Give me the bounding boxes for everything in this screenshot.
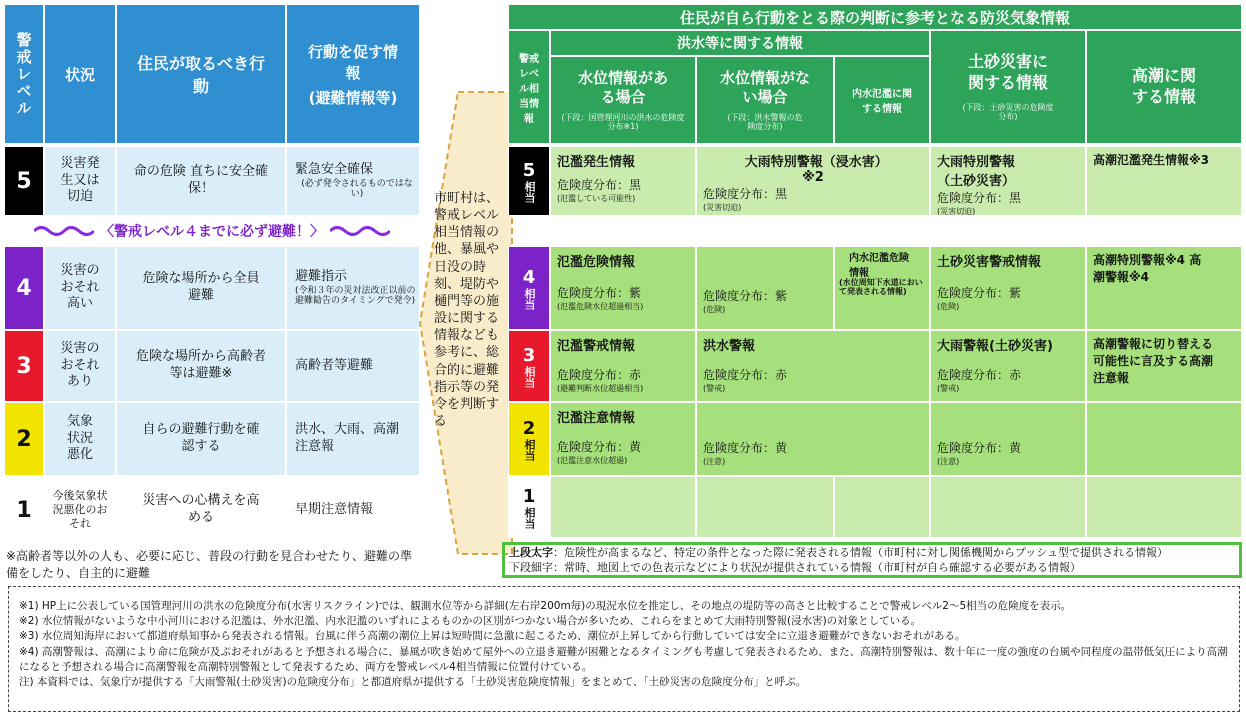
landslide-header: 土砂災害に関する情報 (下段：土砂災害の危険度分布) <box>930 30 1086 144</box>
right-level-4: 4 相当 <box>508 246 550 330</box>
footnote-4: ※4) 高潮警報は、高潮により命に危険が及ぶおそれがあると予想される場合に、暴風が吹き始めて屋外への立退き避難が困難となるタイミングも考慮して発表されるため、また、高潮特別警報は、数十年に一度の強度の台風や同程度の温帯低気圧により高潮になると予想される場合に高潮警報を高潮特別警報として発表するため、両方を警戒レベル4相当情報に位置付けている。 <box>19 645 1228 673</box>
r3-water-yes: 氾濫警戒情報 危険度分布：赤 (避難判断水位超過相当) <box>550 330 696 402</box>
wave-right-icon <box>330 224 390 238</box>
right-title: 住民が自ら行動をとる際の判断に参考となる防災気象情報 <box>508 4 1242 30</box>
r2-water-no: 危険度分布：黄 (注意) <box>696 402 930 476</box>
evacuation-banner: 〈警戒レベル４までに必ず避難！〉 <box>4 218 420 244</box>
r4-water-no: 危険度分布：紫 (危険) <box>696 246 834 330</box>
action-5: 命の危険 直ちに安全確保！ <box>116 146 286 216</box>
r1-water-yes <box>550 476 696 538</box>
r4-inland: 内水氾濫危険情報 (水位周知下水道において発表される情報) <box>834 246 930 330</box>
r1-water-no <box>696 476 834 538</box>
level-2-badge: 2 <box>4 402 44 476</box>
level-3-badge: 3 <box>4 330 44 402</box>
right-level-1: 1 相当 <box>508 476 550 538</box>
footnotes-box <box>8 586 1240 712</box>
right-level-3: 3 相当 <box>508 330 550 402</box>
header-level: 警戒レベル <box>4 4 44 144</box>
level-1-badge: 1 <box>4 476 44 544</box>
tide-header: 高潮に関する情報 <box>1086 30 1242 144</box>
right-level-2: 2 相当 <box>508 402 550 476</box>
footnote-3: ※3) 水位周知海岸において都道府県知事から発表される情報。台風に伴う高潮の潮位上昇は短時間に急激に起こるため、潮位が上昇してから行動していては安全に立退き避難ができないおそれがある。 <box>19 630 966 643</box>
info-2: 洪水、大雨、高潮注意報 <box>286 402 420 476</box>
situation-1: 今後気象状況悪化のおそれ <box>44 476 116 544</box>
footnote-1: ※1) HP上に公表している国管理河川の洪水の危険度分布(水害リスクライン)では、観測水位等から詳細(左右岸200m毎)の現況水位を推定し、その地点の堤防等の高さと比較することで警戒レベル2〜5相当の危険度を表示。 <box>19 600 1072 612</box>
info-3: 高齢者等避難 <box>286 330 420 402</box>
r5-water-no: 大雨特別警報（浸水害）※2 危険度分布：黒 (災害切迫) <box>696 146 930 216</box>
r1-tide <box>1086 476 1242 538</box>
situation-4: 災害のおそれ高い <box>44 246 116 330</box>
r4-landslide: 土砂災害警戒情報 危険度分布：紫 (危険) <box>930 246 1086 330</box>
situation-2: 気象状況悪化 <box>44 402 116 476</box>
wave-left-icon <box>34 224 94 238</box>
legend-bottom: 下段細字：常時、地図上での色表示などにより状況が提供されている情報（市町村が自ら確認する必要がある情報） <box>509 560 1081 574</box>
header-action: 住民が取るべき行動 <box>116 4 286 144</box>
r4-tide: 高潮特別警報※4 高潮警報※4 <box>1086 246 1242 330</box>
action-1: 災害への心構えを高める <box>116 476 286 544</box>
flood-group-header: 洪水等に関する情報 <box>550 30 930 56</box>
info-1: 早期注意情報 <box>286 476 420 544</box>
r5-water-yes: 氾濫発生情報 危険度分布：黒 (氾濫している可能性) <box>550 146 696 216</box>
r2-tide <box>1086 402 1242 476</box>
left-note: ※高齢者等以外の人も、必要に応じ、普段の行動を見合わせたり、避難の準備をしたり、自主的に避難 <box>6 549 413 580</box>
level-4-badge: 4 <box>4 246 44 330</box>
water-yes-header: 水位情報がある場合 (下段：国管理河川の洪水の危険度分布※1) <box>550 56 696 144</box>
action-3: 危険な場所から高齢者等は避難※ <box>116 330 286 402</box>
r5-tide: 高潮氾濫発生情報※3 <box>1086 146 1242 216</box>
r3-water-no: 洪水警報 危険度分布：赤 (警戒) <box>696 330 930 402</box>
right-level-5: 5 相当 <box>508 146 550 216</box>
legend-box <box>502 542 1242 578</box>
action-2: 自らの避難行動を確認する <box>116 402 286 476</box>
header-situation: 状況 <box>44 4 116 144</box>
situation-5: 災害発生又は切迫 <box>44 146 116 216</box>
footnote-5: 注) 本資料では、気象庁が提供する「大雨警報(土砂災害)の危険度分布」と都道府県が提供する「土砂災害危険度情報」をまとめて、「土砂災害の危険度分布」と呼ぶ。 <box>19 676 807 689</box>
header-info: 行動を促す情報 (避難情報等) <box>286 4 420 144</box>
r1-landslide <box>930 476 1086 538</box>
center-text: 市町村は、警戒レベル相当情報の他、暴風や日没の時刻、堤防や樋門等の施設に関する情報なども参考に、総合的に避難指示等の発令を判断する <box>434 191 500 430</box>
r4-water-yes: 氾濫危険情報 危険度分布：紫 (氾濫危険水位超過相当) <box>550 246 696 330</box>
r2-water-yes: 氾濫注意情報 危険度分布：黄 (氾濫注意水位超過) <box>550 402 696 476</box>
situation-3: 災害のおそれあり <box>44 330 116 402</box>
info-5: 緊急安全確保 (必ず発令されるものではない) <box>286 146 420 216</box>
inland-header: 内水氾濫に関する情報 <box>834 56 930 144</box>
r3-tide: 高潮警報に切り替える可能性に言及する高潮注意報 <box>1086 330 1242 402</box>
r5-landslide: 大雨特別警報（土砂災害） 危険度分布：黒 (災害切迫) <box>930 146 1086 216</box>
r3-landslide: 大雨警報(土砂災害) 危険度分布：赤 (警戒) <box>930 330 1086 402</box>
r1-inland <box>834 476 930 538</box>
right-level-col: 警戒レベル相当情報 <box>508 30 550 144</box>
action-4: 危険な場所から全員避難 <box>116 246 286 330</box>
footnote-2: ※2) 水位情報がないような中小河川における氾濫は、外水氾濫、内水氾濫のいずれによるものかの区別がつかない場合が多いため、これらをまとめて大雨特別警報(浸水害)の対象としている。 <box>19 615 922 628</box>
info-4: 避難指示 (令和３年の災対法改正以前の避難勧告のタイミングで発令) <box>286 246 420 330</box>
r2-landslide: 危険度分布：黄 (注意) <box>930 402 1086 476</box>
right-gap-row <box>550 216 1242 246</box>
water-no-header: 水位情報がない場合 (下段：洪水警報の危険度分布) <box>696 56 834 144</box>
level-5-badge: 5 <box>4 146 44 216</box>
legend-top: 上段太字：危険性が高まるなど、特定の条件となった際に発表される情報（市町村に対し関係機関からプッシュ型で提供される情報） <box>509 546 1169 559</box>
